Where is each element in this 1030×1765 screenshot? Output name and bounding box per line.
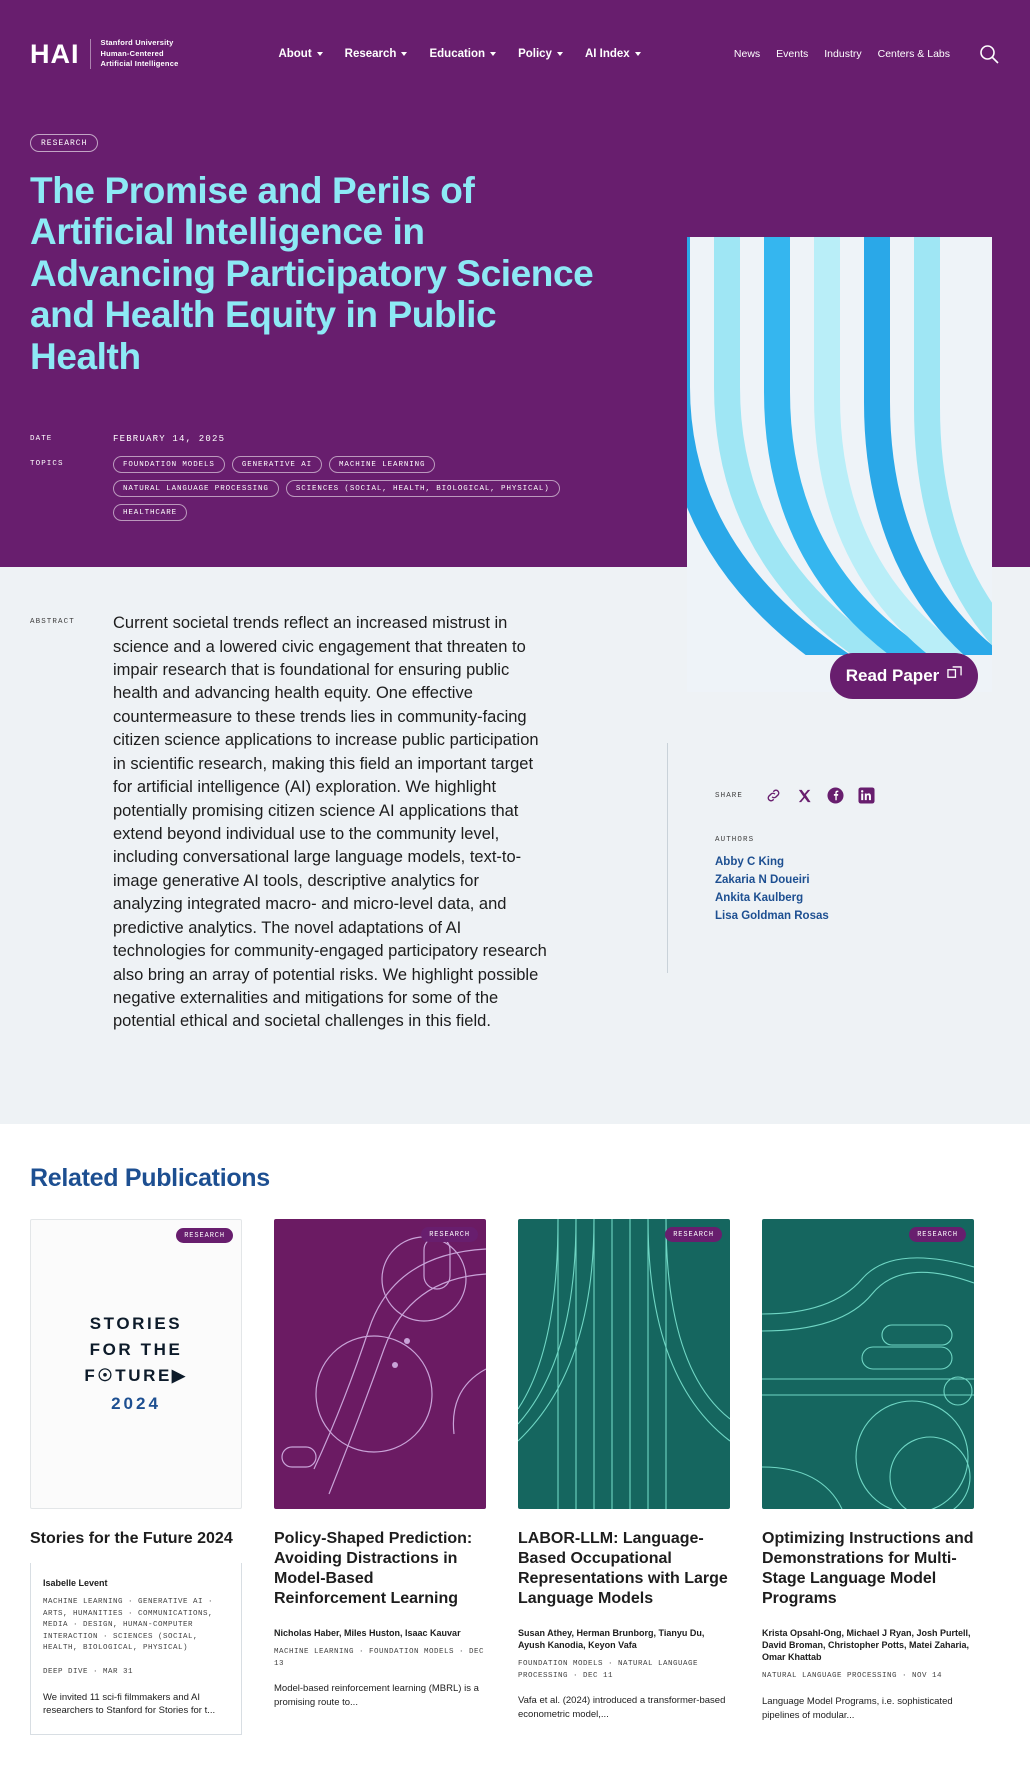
chevron-down-icon bbox=[317, 52, 323, 56]
read-paper-label: Read Paper bbox=[845, 666, 940, 686]
date-value: FEBRUARY 14, 2025 bbox=[113, 434, 226, 445]
util-item-industry[interactable]: Industry bbox=[824, 48, 862, 60]
stories-line-1: STORIES bbox=[89, 1313, 183, 1333]
card-topics-2: MACHINE LEARNING · FOUNDATION MODELS · DEC 13 bbox=[274, 1647, 485, 1668]
card-title-3[interactable]: LABOR-LLM: Language-Based Occupational Representations with Large Language Models bbox=[518, 1529, 728, 1607]
card-badge-3: RESEARCH bbox=[665, 1227, 722, 1242]
author-link-3[interactable]: Ankita Kaulberg bbox=[715, 892, 804, 905]
nav-label-policy: Policy bbox=[518, 48, 552, 60]
related-card-2[interactable] bbox=[274, 1219, 486, 1735]
card-title-2[interactable]: Policy-Shaped Prediction: Avoiding Distractions in Model-Based Reinforcement Learning bbox=[274, 1529, 473, 1607]
related-card-1[interactable] bbox=[30, 1219, 242, 1735]
site-header bbox=[0, 0, 1030, 108]
topic-pill-generative-ai[interactable]: GENERATIVE AI bbox=[232, 456, 322, 473]
read-paper-button[interactable] bbox=[830, 653, 978, 699]
chevron-down-icon bbox=[401, 52, 407, 56]
card-badge-4: RESEARCH bbox=[909, 1227, 966, 1242]
related-card-4[interactable] bbox=[762, 1219, 974, 1735]
topics-list bbox=[113, 456, 583, 521]
logo-sub-line-1: Stanford University bbox=[100, 38, 174, 48]
author-link-1[interactable]: Abby C King bbox=[715, 856, 784, 869]
nav-item-research[interactable] bbox=[345, 48, 408, 60]
author-link-2[interactable]: Zakaria N Doueiri bbox=[715, 874, 810, 887]
author-link-4[interactable]: Lisa Goldman Rosas bbox=[715, 910, 829, 923]
stories-line-3: F☉TURE▶ bbox=[84, 1366, 188, 1386]
link-icon[interactable] bbox=[765, 787, 782, 804]
linkedin-icon[interactable] bbox=[858, 787, 875, 804]
card-body-3 bbox=[518, 1627, 730, 1722]
nav-label-ai-index: AI Index bbox=[584, 48, 630, 60]
topic-pill-nlp[interactable]: NATURAL LANGUAGE PROCESSING bbox=[113, 480, 279, 497]
x-twitter-icon[interactable] bbox=[796, 787, 813, 804]
stories-year: 2024 bbox=[111, 1393, 161, 1413]
card-artwork-3 bbox=[518, 1219, 730, 1509]
card-author-1: Isabelle Levent bbox=[43, 1577, 108, 1588]
stories-logo bbox=[84, 1311, 187, 1417]
related-publications-title: Related Publications bbox=[30, 1163, 270, 1192]
related-publications-section bbox=[0, 1124, 1030, 1765]
chevron-down-icon bbox=[557, 52, 563, 56]
card-title-1[interactable]: Stories for the Future 2024 bbox=[30, 1529, 233, 1547]
chevron-down-icon bbox=[635, 52, 641, 56]
card-body-1 bbox=[30, 1563, 242, 1735]
topic-pill-sciences[interactable]: SCIENCES (SOCIAL, HEALTH, BIOLOGICAL, PHYSICAL) bbox=[286, 480, 560, 497]
card-artwork-2 bbox=[274, 1219, 486, 1509]
nav-label-about: About bbox=[278, 48, 312, 60]
main-navigation bbox=[278, 48, 640, 60]
card-description-2: Model-based reinforcement learning (MBRL) is a promising route to... bbox=[274, 1683, 479, 1708]
stories-line-2: FOR THE bbox=[89, 1340, 183, 1360]
utility-navigation bbox=[734, 48, 950, 60]
hero-type-badge: RESEARCH bbox=[30, 134, 98, 152]
abstract-text: Current societal trends reflect an increased mistrust in science and a lowered civic engagement that threaten to impair research that is foundational for ensuring public health and advancing health equity. One effective countermeasure to these trends lies in community-facing citizen science applications to increase public participation in scientific research, making this field an important target for artificial intelligence (AI) exploration. We highlight potentially promising citizen science AI applications that extend beyond individual use to the community level, including conversational large language models, text-to-image generative AI tools, descriptive analytics for analyzing integrated macro- and micro-level data, and predictive analytics. The novel adaptations of AI technologies for community-engaged participatory research also bring an array of potential risks. We highlight possible negative externalities and mitigations for some of the potential ethical and societal challenges in this field. bbox=[113, 614, 547, 1031]
authors-list bbox=[687, 856, 992, 922]
share-label: SHARE bbox=[715, 791, 744, 800]
util-item-news[interactable]: News bbox=[733, 48, 761, 60]
util-item-centers-labs[interactable]: Centers & Labs bbox=[877, 48, 950, 60]
sidebar-divider bbox=[667, 743, 668, 973]
authors-label: AUTHORS bbox=[715, 836, 755, 845]
facebook-icon[interactable] bbox=[827, 787, 844, 804]
nav-item-policy[interactable] bbox=[518, 48, 563, 60]
date-label: DATE bbox=[30, 435, 53, 444]
card-thumbnail-teal-curves bbox=[762, 1219, 974, 1509]
topics-label: TOPICS bbox=[30, 460, 64, 469]
topic-pill-machine-learning[interactable]: MACHINE LEARNING bbox=[329, 456, 435, 473]
card-artwork-4 bbox=[762, 1219, 974, 1509]
logo-subtitle bbox=[101, 38, 179, 69]
card-description-4: Language Model Programs, i.e. sophisticated pipelines of modular... bbox=[762, 1695, 953, 1721]
external-link-icon bbox=[947, 666, 962, 686]
site-logo[interactable] bbox=[30, 38, 178, 69]
nav-item-about[interactable] bbox=[278, 48, 322, 60]
related-cards bbox=[30, 1219, 1000, 1735]
card-author-3: Susan Athey, Herman Brunborg, Tianyu Du, Ayush Kanodia, Keyon Vafa bbox=[518, 1627, 705, 1650]
card-author-2: Nicholas Haber, Miles Huston, Isaac Kauvar bbox=[274, 1627, 461, 1638]
nav-label-education: Education bbox=[429, 48, 486, 60]
hero-artwork bbox=[687, 237, 992, 692]
topic-pill-healthcare[interactable]: HEALTHCARE bbox=[113, 504, 187, 521]
paper-sidebar bbox=[687, 653, 992, 928]
page-title: The Promise and Perils of Artificial Intelligence in Advancing Participatory Science and Health Equity in Public Health bbox=[30, 170, 594, 377]
logo-divider bbox=[90, 39, 91, 69]
related-card-3[interactable] bbox=[518, 1219, 730, 1735]
chevron-down-icon bbox=[490, 52, 496, 56]
card-thumbnail-stories bbox=[30, 1219, 242, 1509]
card-topics-4: NATURAL LANGUAGE PROCESSING · NOV 14 bbox=[762, 1672, 943, 1681]
card-topics-3: FOUNDATION MODELS · NATURAL LANGUAGE PROCESSING · DEC 11 bbox=[518, 1660, 699, 1680]
card-topics-1: MACHINE LEARNING · GENERATIVE AI · ARTS, HUMANITIES · COMMUNICATIONS, MEDIA · DESIGN, HUMAN-COMPUTER INTERACTION · SCIENCES (SOCIAL, HEALTH, BIOLOGICAL, PHYSICAL) bbox=[43, 1597, 214, 1653]
card-thumbnail-purple bbox=[274, 1219, 486, 1509]
card-badge-2: RESEARCH bbox=[421, 1227, 478, 1242]
search-icon[interactable] bbox=[978, 43, 1000, 65]
card-thumbnail-teal-lines bbox=[518, 1219, 730, 1509]
nav-label-research: Research bbox=[344, 48, 397, 60]
nav-item-ai-index[interactable] bbox=[585, 48, 641, 60]
topic-pill-foundation-models[interactable]: FOUNDATION MODELS bbox=[113, 456, 225, 473]
card-description-1: We invited 11 sci-fi filmmakers and AI researchers to Stanford for Stories for t... bbox=[43, 1691, 216, 1717]
card-author-4: Krista Opsahl-Ong, Michael J Ryan, Josh Purtell, David Broman, Christopher Potts, Matei Zaharia, Omar Khattab bbox=[762, 1627, 971, 1663]
abstract-label: ABSTRACT bbox=[30, 618, 75, 627]
abstract-section bbox=[0, 567, 1030, 1124]
card-body-4 bbox=[762, 1627, 974, 1723]
card-badge-1: RESEARCH bbox=[176, 1228, 233, 1243]
share-row bbox=[687, 787, 992, 804]
card-body-2 bbox=[274, 1627, 486, 1710]
logo-sub-line-3: Artificial Intelligence bbox=[100, 59, 179, 69]
card-meta-1: DEEP DIVE · MAR 31 bbox=[43, 1668, 134, 1677]
nav-item-education[interactable] bbox=[429, 48, 496, 60]
card-description-3: Vafa et al. (2024) introduced a transformer-based econometric model,... bbox=[518, 1695, 726, 1721]
logo-hai-text: HAI bbox=[30, 38, 80, 69]
util-item-events[interactable]: Events bbox=[776, 48, 809, 60]
logo-sub-line-2: Human-Centered bbox=[100, 48, 164, 58]
card-title-4[interactable]: Optimizing Instructions and Demonstrations for Multi-Stage Language Model Programs bbox=[762, 1529, 974, 1607]
